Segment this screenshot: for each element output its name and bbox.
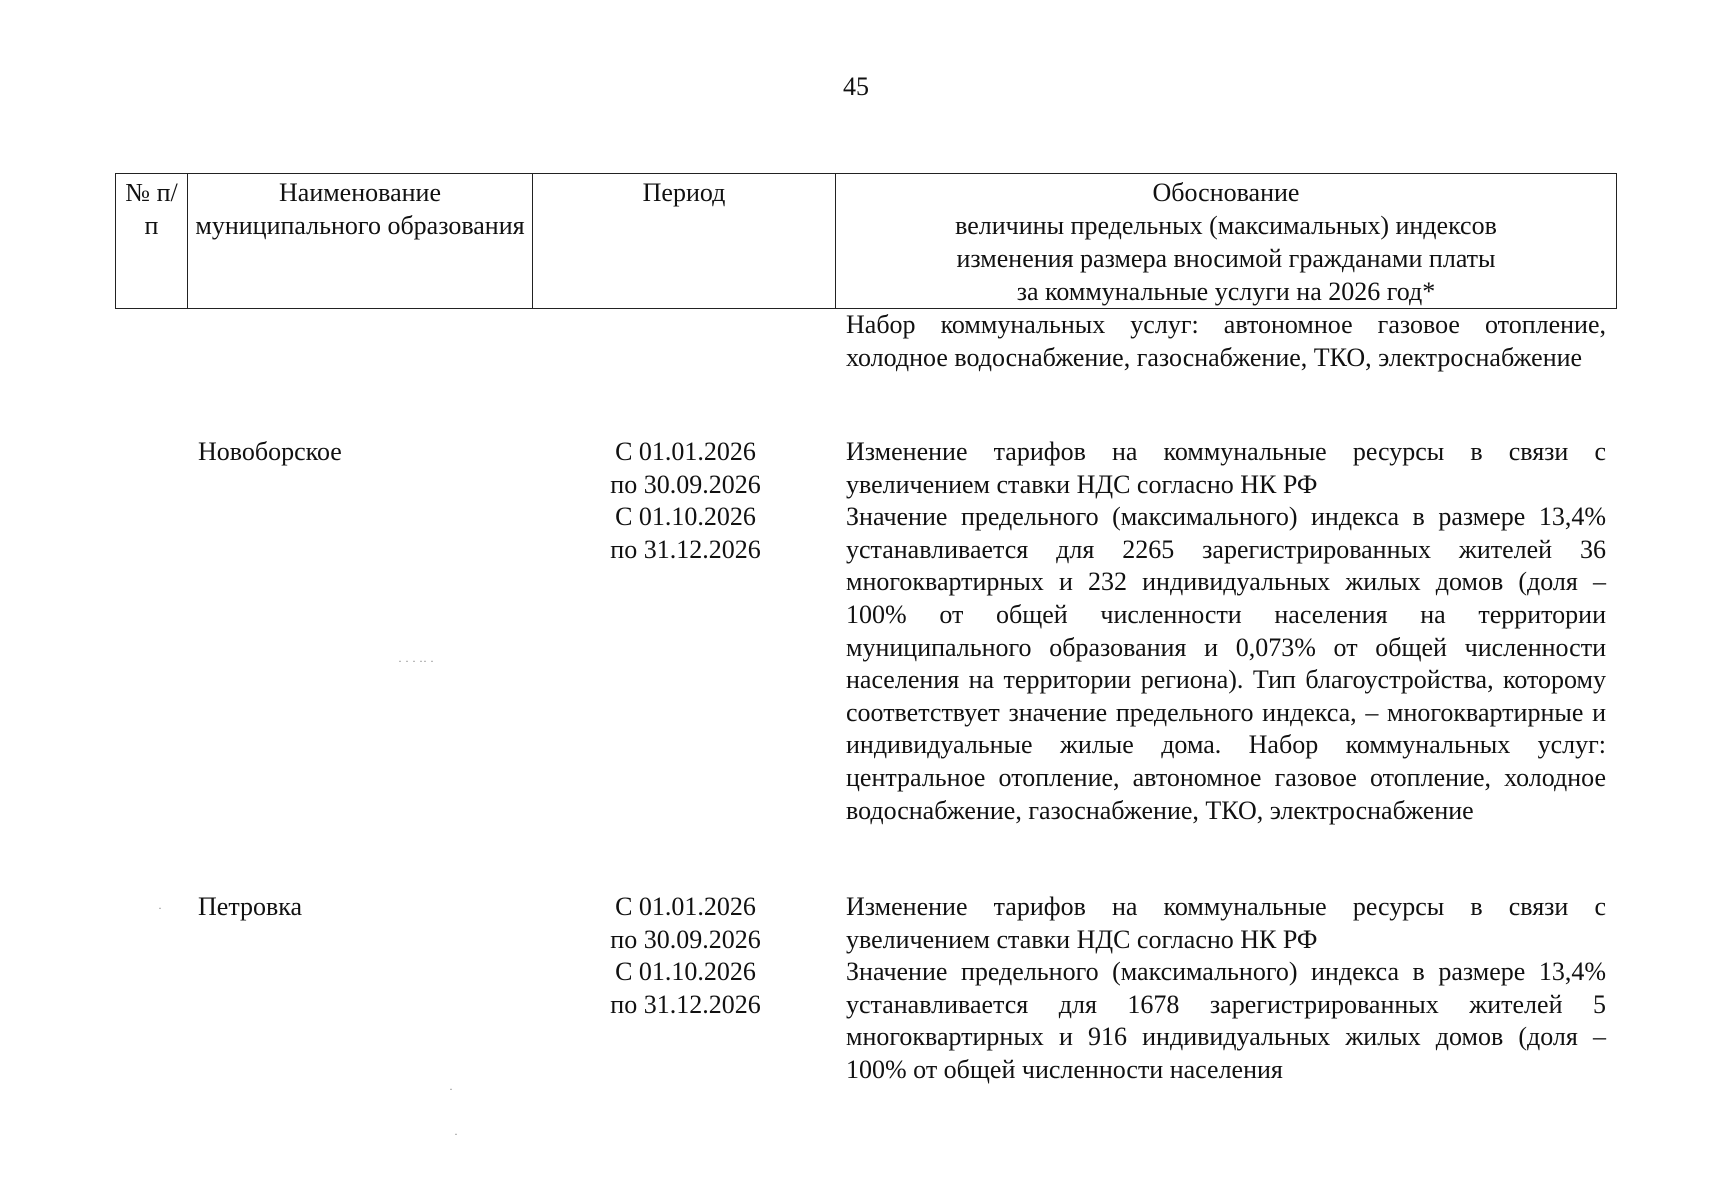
- justification-cell: [846, 436, 1606, 827]
- period-line: С 01.10.2026: [615, 957, 756, 987]
- period-line: по 31.12.2026: [610, 989, 761, 1019]
- justification-paragraph: Значение предельного (максимального) индекса в размере 13,4% устанавливается для 2265 зарегистрированных жителей 36 многоквартирных и 232 индивидуальных жилых домов (доля – 100% от общей численности населения на территории муниципального образования и 0,073% от общей численности населения на территории региона). Тип благоустройства, которому соответствует значение предельного индекса, – многоквартирные и индивидуальные жилые дома. Набор коммунальных услуг: центральное отопление, автономное газовое отопление, холодное водоснабжение, газоснабжение, ТКО, электроснабжение: [846, 502, 1606, 825]
- continuation-justification: [846, 309, 1606, 374]
- header-justification-line: за коммунальные услуги на 2026 год*: [1016, 277, 1436, 306]
- period-cell: [532, 436, 839, 566]
- header-cell-justification: [836, 174, 1617, 309]
- header-justification-line: величины предельных (максимальных) индексов: [955, 211, 1497, 240]
- scan-speck: ·: [449, 1082, 453, 1096]
- page-number: 45: [843, 72, 869, 101]
- header-justification-line: изменения размера вносимой гражданами платы: [956, 244, 1496, 273]
- period-line: по 30.09.2026: [610, 469, 761, 499]
- header-cell-number: № п/п: [116, 174, 188, 309]
- continuation-paragraph: Набор коммунальных услуг: автономное газовое отопление, холодное водоснабжение, газоснабжение, ТКО, электроснабжение: [846, 310, 1606, 372]
- header-justification-line: Обоснование: [1152, 178, 1300, 207]
- scan-speck: ·: [158, 901, 162, 915]
- period-cell: [532, 891, 839, 1021]
- table-header-row: [116, 174, 1617, 309]
- period-line: С 01.10.2026: [615, 502, 756, 532]
- justification-paragraph: Изменение тарифов на коммунальные ресурсы в связи с увеличением ставки НДС согласно НК РФ: [846, 437, 1606, 499]
- period-line: С 01.01.2026: [615, 892, 756, 921]
- justification-paragraph: Значение предельного (максимального) индекса в размере 13,4% устанавливается для 1678 зарегистрированных жителей 5 многоквартирных и 916 индивидуальных жилых домов (доля – 100% от общей численности населения: [846, 957, 1606, 1084]
- justification-cell: [846, 891, 1606, 1087]
- scan-speck: · · · ·· ·: [398, 654, 434, 668]
- municipality-name: Петровка: [198, 892, 303, 921]
- header-cell-municipality: Наименование муниципального образования: [188, 174, 533, 309]
- period-line: С 01.01.2026: [615, 437, 756, 466]
- scan-speck: ·: [454, 1127, 458, 1141]
- tariff-index-table-header: [115, 173, 1617, 309]
- justification-paragraph: Изменение тарифов на коммунальные ресурсы в связи с увеличением ставки НДС согласно НК РФ: [846, 892, 1606, 954]
- municipality-name: Новоборское: [198, 437, 342, 466]
- header-cell-period: Период: [533, 174, 836, 309]
- period-line: по 31.12.2026: [610, 534, 761, 564]
- period-line: по 30.09.2026: [610, 924, 761, 954]
